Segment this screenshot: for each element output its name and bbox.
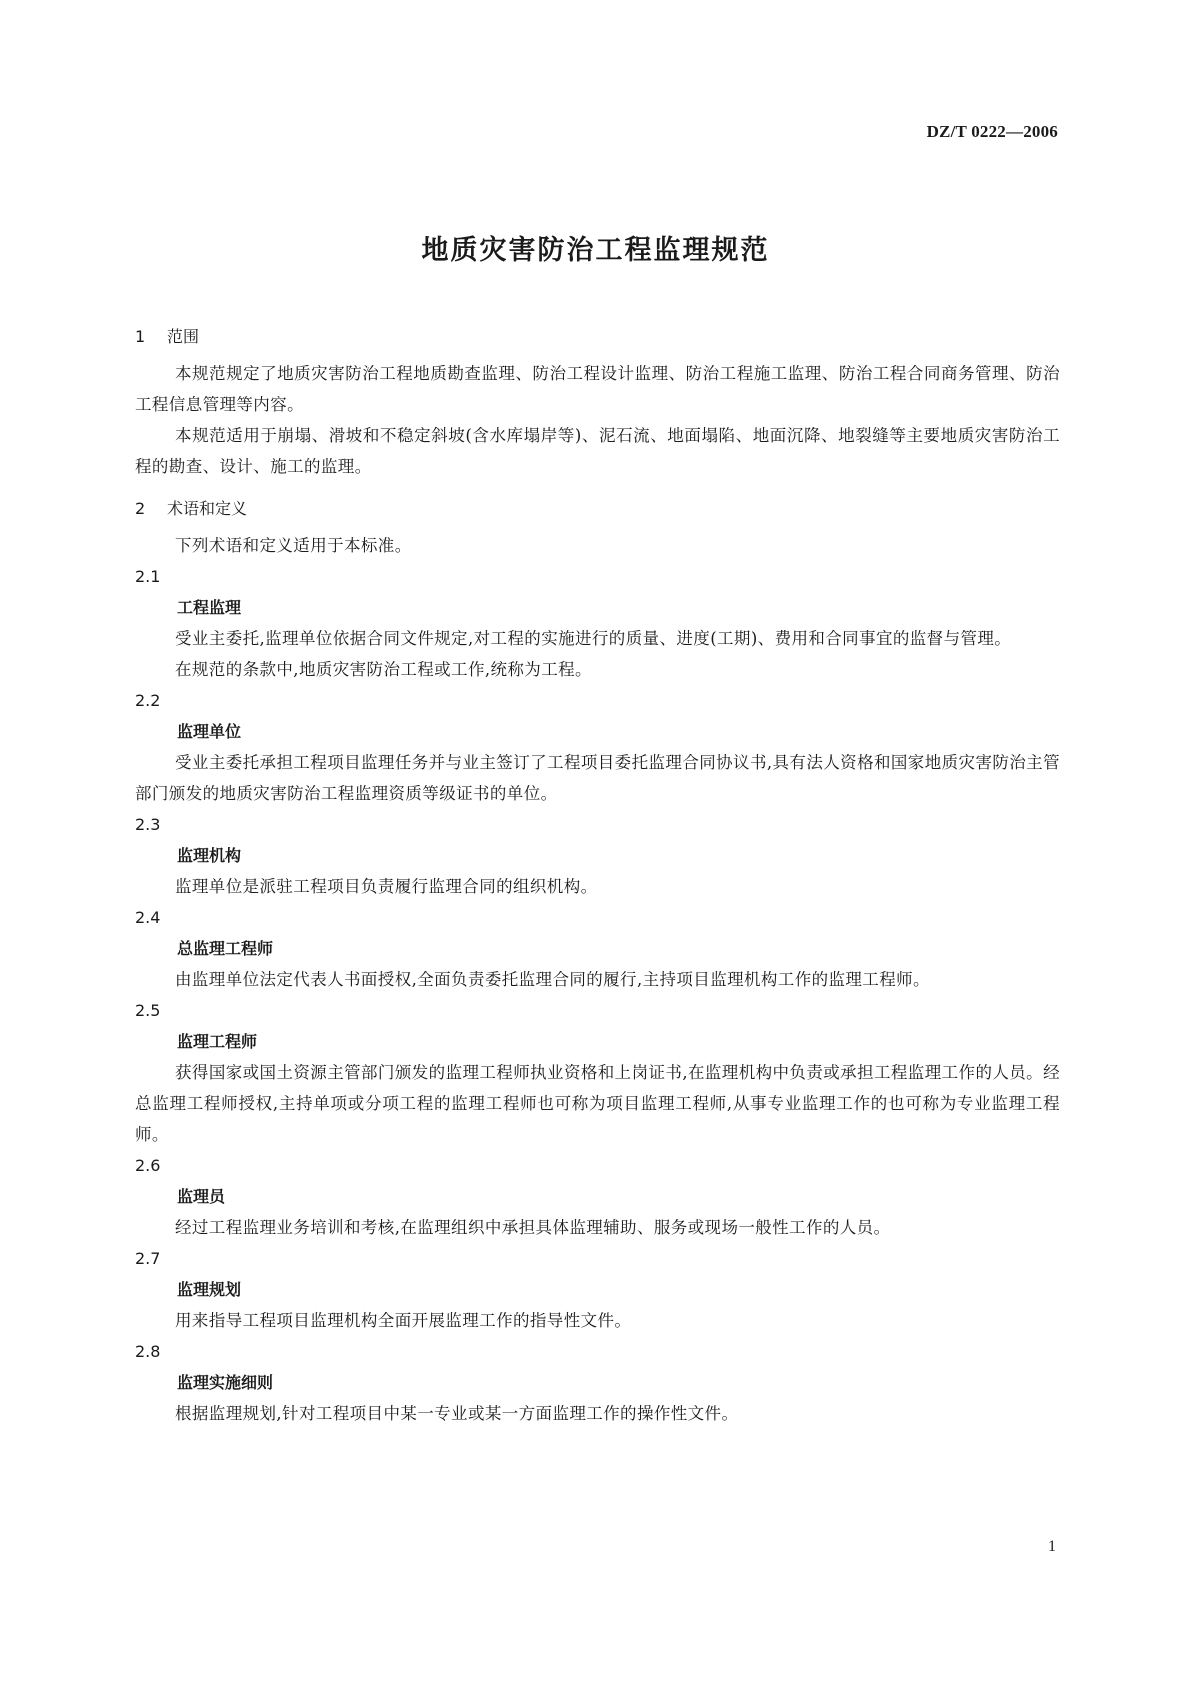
section-heading bbox=[135, 322, 1060, 352]
document-title: 地质灾害防治工程监理规范 bbox=[421, 235, 770, 266]
term-name: 监理员 bbox=[177, 1187, 226, 1206]
section-title: 范围 bbox=[167, 327, 200, 346]
paragraph: 本规范适用于崩塌、滑坡和不稳定斜坡(含水库塌岸等)、泥石流、地面塌陷、地面沉降、地裂缝等主要地质灾害防治工程的勘查、设计、施工的监理。 bbox=[135, 426, 1060, 476]
standard-code: DZ/T 0222—2006 bbox=[926, 122, 1058, 141]
term-number: 2.2 bbox=[135, 691, 161, 710]
term-number: 2.8 bbox=[135, 1342, 161, 1361]
section-number: 2 bbox=[135, 499, 146, 518]
section-heading bbox=[135, 494, 1060, 524]
term-definition: 由监理单位法定代表人书面授权,全面负责委托监理合同的履行,主持项目监理机构工作的监理工程师。 bbox=[175, 970, 930, 989]
term-number: 2.7 bbox=[135, 1249, 161, 1268]
term-name: 监理规划 bbox=[177, 1280, 242, 1299]
term-name: 总监理工程师 bbox=[177, 939, 274, 958]
term-number: 2.4 bbox=[135, 908, 161, 927]
term-definition: 获得国家或国土资源主管部门颁发的监理工程师执业资格和上岗证书,在监理机构中负责或承担工程监理工作的人员。经总监理工程师授权,主持单项或分项工程的监理工程师也可称为项目监理工程师,从事专业监理工作的也可称为专业监理工程师。 bbox=[135, 1063, 1060, 1144]
term-name: 监理实施细则 bbox=[177, 1373, 274, 1392]
term-definition: 用来指导工程项目监理机构全面开展监理工作的指导性文件。 bbox=[175, 1311, 632, 1330]
term-name: 监理机构 bbox=[177, 846, 242, 865]
section-number: 1 bbox=[135, 327, 146, 346]
term-name: 工程监理 bbox=[177, 598, 242, 617]
term-number: 2.1 bbox=[135, 567, 161, 586]
term-number: 2.6 bbox=[135, 1156, 161, 1175]
section-title: 术语和定义 bbox=[167, 499, 248, 518]
term-definition: 经过工程监理业务培训和考核,在监理组织中承担具体监理辅助、服务或现场一般性工作的人员。 bbox=[175, 1218, 891, 1237]
term-name: 监理工程师 bbox=[177, 1032, 258, 1051]
term-definition: 受业主委托承担工程项目监理任务并与业主签订了工程项目委托监理合同协议书,具有法人资格和国家地质灾害防治主管部门颁发的地质灾害防治工程监理资质等级证书的单位。 bbox=[135, 753, 1060, 803]
term-definition: 根据监理规划,针对工程项目中某一专业或某一方面监理工作的操作性文件。 bbox=[175, 1404, 739, 1423]
term-number: 2.5 bbox=[135, 1001, 161, 1020]
term-definition: 监理单位是派驻工程项目负责履行监理合同的组织机构。 bbox=[175, 877, 598, 896]
term-definition: 在规范的条款中,地质灾害防治工程或工作,统称为工程。 bbox=[175, 660, 592, 679]
page-number: 1 bbox=[1048, 1538, 1056, 1555]
term-definition: 受业主委托,监理单位依据合同文件规定,对工程的实施进行的质量、进度(工期)、费用和合同事宜的监督与管理。 bbox=[175, 629, 1012, 648]
term-name: 监理单位 bbox=[177, 722, 242, 741]
term-number: 2.3 bbox=[135, 815, 161, 834]
document-body bbox=[135, 322, 1060, 1429]
paragraph: 下列术语和定义适用于本标准。 bbox=[175, 536, 412, 555]
paragraph: 本规范规定了地质灾害防治工程地质勘查监理、防治工程设计监理、防治工程施工监理、防治工程合同商务管理、防治工程信息管理等内容。 bbox=[135, 364, 1060, 414]
